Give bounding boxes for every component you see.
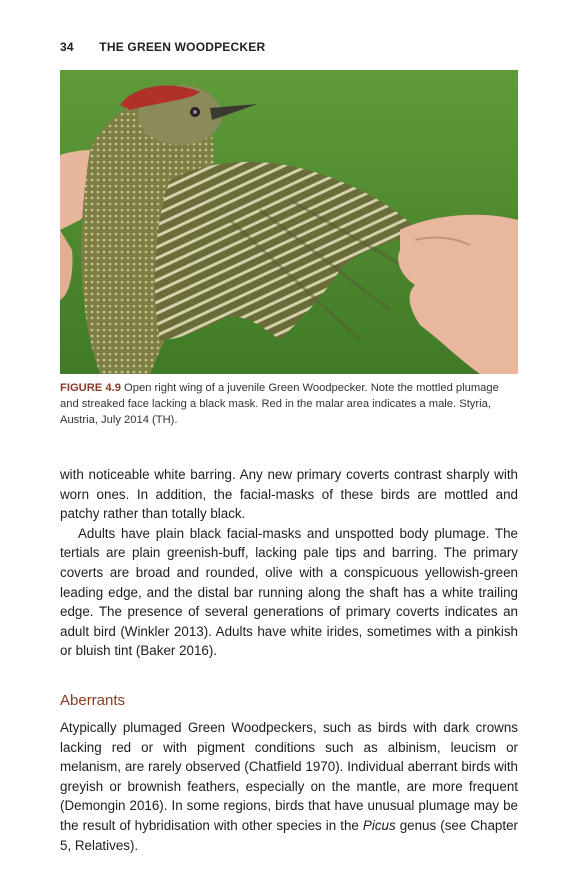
section-body	[60, 718, 518, 855]
figure-caption	[60, 380, 520, 428]
text-run: Atypically plumaged Green Woodpeckers, such as birds with dark crowns lacking red or with pigment conditions such as albinism, leucism or melanism, are rarely observed (Chatfield 1970). Individual aberrant birds with greyish or brownish feathers, especially on the mantle, are more frequent (Demongin 2016). In some regions, birds that have unusual plumage may be the result of hybridisation with other species in the	[60, 720, 518, 833]
paragraph: Adults have plain black facial-masks and unspotted body plumage. The tertials are plain greenish-buff, lacking pale tips and barring. The primary coverts are broad and rounded, olive with a conspicuous yellowish-green leading edge, and the distal bar running along the shaft has a white trailing edge. The presence of several generations of primary coverts indicates an adult bird (Winkler 2013). Adults have white irides, sometimes with a pinkish or bluish tint (Baker 2016).	[60, 525, 518, 659]
section-heading: Aberrants	[60, 692, 126, 709]
page-number: 34	[60, 40, 74, 54]
figure-label: FIGURE 4.9	[60, 382, 121, 394]
running-title: THE GREEN WOODPECKER	[99, 40, 266, 54]
woodpecker-photo	[60, 70, 518, 374]
figure-caption-text: Open right wing of a juvenile Green Woodpecker. Note the mottled plumage and streaked face lacking a black mask. Red in the malar area indicates a male. Styria, Austria, July 2014 (TH).	[60, 382, 499, 426]
text-run: genus (see Chapter 5, Relatives).	[60, 817, 518, 853]
body-text	[60, 465, 518, 661]
paragraph: with noticeable white barring. Any new primary coverts contrast sharply with worn ones. In addition, the facial-masks of these birds are mottled and patchy rather than totally black.	[60, 467, 518, 522]
running-header	[60, 40, 265, 54]
paragraph	[60, 718, 518, 855]
italic-genus: Picus	[362, 817, 396, 833]
